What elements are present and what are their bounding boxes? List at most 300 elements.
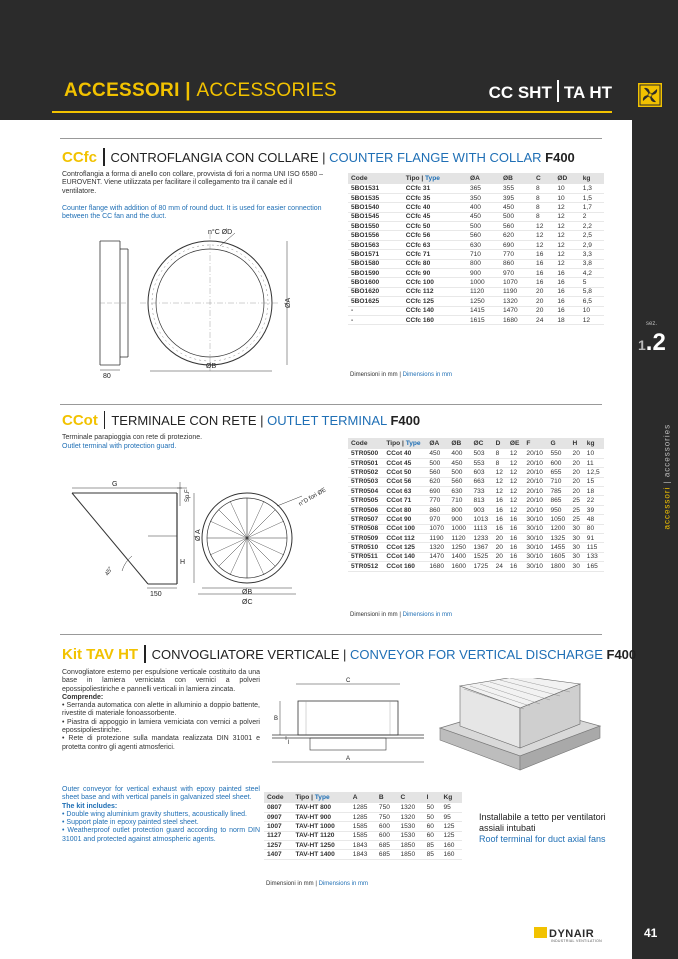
b-label: B bbox=[274, 716, 279, 722]
table-cell: 400 bbox=[467, 203, 500, 212]
table-cell: 1470 bbox=[426, 552, 448, 561]
section-label: sez. bbox=[646, 321, 658, 327]
table-cell: CCfc 140 bbox=[403, 306, 467, 315]
table-cell: 60 bbox=[424, 831, 441, 840]
table-row bbox=[348, 222, 604, 231]
section-heading-ccot: CCot TERMINALE CON RETE | OUTLET TERMINAL F400 bbox=[62, 412, 421, 429]
table-cell: 10 bbox=[584, 449, 604, 458]
description-it: Controflangia a forma di anello con collare, provvista di fori a norma UNI ISO 6580 – EUROVENT. Viene utilizzata per facilitare il collegamento tra il canale ed il ventilatore. bbox=[62, 171, 324, 195]
tav-table-body bbox=[264, 803, 462, 859]
table-cell: 865 bbox=[547, 496, 569, 505]
table-row bbox=[348, 534, 604, 543]
table-cell: 16 bbox=[507, 534, 524, 543]
table-cell: CCot 112 bbox=[383, 534, 426, 543]
ccfc-table-body bbox=[348, 184, 604, 325]
table-cell: CCot 160 bbox=[383, 562, 426, 571]
col-header: Kg bbox=[440, 792, 462, 803]
table-cell: 48 bbox=[584, 515, 604, 524]
table-cell: 1415 bbox=[467, 306, 500, 315]
table-cell: 16 bbox=[493, 515, 507, 524]
col-header: B bbox=[376, 792, 398, 803]
i-label: l bbox=[288, 740, 290, 746]
table-cell: 970 bbox=[500, 269, 533, 278]
table-cell: 5BO1550 bbox=[348, 222, 403, 231]
col-header: Tipo | Type bbox=[383, 438, 426, 449]
table-cell: 1680 bbox=[426, 562, 448, 571]
table-cell: 12 bbox=[580, 315, 604, 324]
table-cell: 20 bbox=[493, 534, 507, 543]
table-cell: 600 bbox=[376, 831, 398, 840]
conveyor-drawing bbox=[266, 674, 436, 774]
table-cell: 1013 bbox=[471, 515, 493, 524]
table-cell: 5BO1600 bbox=[348, 278, 403, 287]
table-cell: 1070 bbox=[426, 524, 448, 533]
table-cell: 710 bbox=[467, 250, 500, 259]
table-cell: 16 bbox=[554, 287, 579, 296]
table-row bbox=[348, 449, 604, 458]
table-cell: 1,7 bbox=[580, 203, 604, 212]
table-cell: 450 bbox=[448, 458, 470, 467]
table-cell: 91 bbox=[584, 534, 604, 543]
table-cell: 900 bbox=[448, 515, 470, 524]
dimensions-note: Dimensioni in mm | Dimensions in mm bbox=[350, 372, 452, 378]
table-cell: 125 bbox=[440, 822, 462, 831]
table-cell: 5BO1590 bbox=[348, 269, 403, 278]
table-cell: 5TR0504 bbox=[348, 487, 383, 496]
table-cell: 800 bbox=[467, 259, 500, 268]
table-cell: 5BO1563 bbox=[348, 240, 403, 249]
table-cell: 16 bbox=[493, 505, 507, 514]
header-bar bbox=[52, 72, 612, 112]
table-row bbox=[264, 822, 462, 831]
col-header: I bbox=[424, 792, 441, 803]
table-cell: 690 bbox=[426, 487, 448, 496]
table-cell: 85 bbox=[424, 850, 441, 859]
table-cell: 18 bbox=[584, 487, 604, 496]
table-cell: CCot 100 bbox=[383, 524, 426, 533]
table-cell: 685 bbox=[376, 841, 398, 850]
table-cell: 663 bbox=[471, 477, 493, 486]
table-cell: 12 bbox=[507, 505, 524, 514]
section-divider bbox=[60, 634, 602, 635]
table-cell: 18 bbox=[554, 315, 579, 324]
table-cell: 750 bbox=[376, 812, 398, 821]
table-cell: 1070 bbox=[500, 278, 533, 287]
table-cell: 12 bbox=[507, 468, 524, 477]
col-header: kg bbox=[584, 438, 604, 449]
table-cell: 30 bbox=[570, 552, 584, 561]
table-cell: 15 bbox=[584, 477, 604, 486]
table-cell: 1600 bbox=[448, 562, 470, 571]
table-cell: 50 bbox=[424, 803, 441, 812]
table-cell: CCfc 31 bbox=[403, 184, 467, 193]
table-cell: 630 bbox=[448, 487, 470, 496]
table-row bbox=[348, 184, 604, 193]
table-cell: TAV-HT 1120 bbox=[292, 831, 349, 840]
col-header: Code bbox=[264, 792, 292, 803]
table-cell: 12 bbox=[493, 468, 507, 477]
c-label: C bbox=[346, 678, 351, 684]
table-row bbox=[348, 193, 604, 202]
table-cell: 133 bbox=[584, 552, 604, 561]
table-row bbox=[264, 812, 462, 821]
table-row bbox=[348, 278, 604, 287]
table-cell: 16 bbox=[533, 250, 554, 259]
table-cell: 5TR0505 bbox=[348, 496, 383, 505]
table-cell: 620 bbox=[500, 231, 533, 240]
table-cell: 1725 bbox=[471, 562, 493, 571]
table-cell: 16 bbox=[507, 543, 524, 552]
table-cell: CCfc 160 bbox=[403, 315, 467, 324]
table-cell: 5BO1556 bbox=[348, 231, 403, 240]
table-cell: 10 bbox=[580, 306, 604, 315]
table-cell: 5BO1545 bbox=[348, 212, 403, 221]
series-label: CC SHT TA HT bbox=[489, 80, 612, 103]
table-cell: 1320 bbox=[500, 297, 533, 306]
table-cell: 20 bbox=[533, 306, 554, 315]
table-row bbox=[348, 458, 604, 467]
table-cell: 560 bbox=[426, 468, 448, 477]
table-cell: 20/10 bbox=[523, 477, 547, 486]
dia-b-label: ØB bbox=[242, 589, 253, 596]
table-cell: 12 bbox=[554, 240, 579, 249]
table-cell: 10 bbox=[554, 184, 579, 193]
table-cell: 12 bbox=[507, 449, 524, 458]
table-row bbox=[348, 203, 604, 212]
table-cell: 16 bbox=[554, 306, 579, 315]
table-cell: 450 bbox=[426, 449, 448, 458]
table-cell: 600 bbox=[547, 458, 569, 467]
table-cell: 16 bbox=[554, 278, 579, 287]
table-row bbox=[264, 841, 462, 850]
table-cell: 20/10 bbox=[523, 505, 547, 514]
col-header: kg bbox=[580, 173, 604, 184]
table-cell: 560 bbox=[467, 231, 500, 240]
dimensions-note: Dimensioni in mm | Dimensions in mm bbox=[266, 881, 368, 887]
table-cell: CCot 71 bbox=[383, 496, 426, 505]
table-cell: 0807 bbox=[264, 803, 292, 812]
spf-label: Sp.F bbox=[185, 489, 191, 502]
col-header: ØD bbox=[554, 173, 579, 184]
dia-b-label: ØB bbox=[206, 363, 217, 370]
table-row bbox=[348, 315, 604, 324]
col-header: A bbox=[350, 792, 376, 803]
table-cell: 900 bbox=[467, 269, 500, 278]
table-cell: 1843 bbox=[350, 841, 376, 850]
table-row bbox=[348, 240, 604, 249]
description-it: Convogliatore esterno per espulsione verticale costituito da una base in lamiera verniciata con vernici a polveri epossipoliestiriche e pannelli verticali in lamiera zincata. Comprende: • Serranda automatica con alette in alluminio a doppio battente, rivestite di materiale fonoassorbente. • Piastra di appoggio in lamiera verniciata con vernici a polveri epossipoliestiriche. • Rete di protezione sulla mandata realizzata DIN 31001 e protetta contro gli agenti atmosferici. bbox=[62, 669, 260, 752]
description-en: Outer conveyor for vertical exhaust with epoxy painted steel sheet base and with vertical panels in galvanized steel sheet. The kit includes: • Double wing aluminium gravity shutters, acoustically lined. • Support plate in epoxy painted steel sheet. • Weatherproof outlet protection guard according to norm DIN 31001 and protected against atmospheric agents. bbox=[62, 786, 260, 844]
g-label: G bbox=[112, 481, 118, 488]
table-cell: 12 bbox=[533, 231, 554, 240]
brand-logo: DYNAIR bbox=[534, 927, 594, 940]
table-cell: 6,5 bbox=[580, 297, 604, 306]
table-cell: CCot 45 bbox=[383, 458, 426, 467]
table-cell: 1325 bbox=[547, 534, 569, 543]
table-cell: 1250 bbox=[467, 297, 500, 306]
table-cell: 24 bbox=[493, 562, 507, 571]
table-cell: 5,8 bbox=[580, 287, 604, 296]
table-cell: 8 bbox=[493, 458, 507, 467]
table-cell: 950 bbox=[547, 505, 569, 514]
table-cell: 1200 bbox=[547, 524, 569, 533]
table-cell: 1470 bbox=[500, 306, 533, 315]
table-cell: 500 bbox=[467, 222, 500, 231]
table-cell: 1525 bbox=[471, 552, 493, 561]
holes-label: n°D fori ØE bbox=[298, 487, 328, 508]
col-header: Code bbox=[348, 173, 403, 184]
table-cell: 8 bbox=[533, 212, 554, 221]
table-cell: 1850 bbox=[397, 841, 423, 850]
table-cell: 1850 bbox=[397, 850, 423, 859]
table-cell: 1007 bbox=[264, 822, 292, 831]
table-cell: 350 bbox=[467, 193, 500, 202]
table-cell: 1407 bbox=[264, 850, 292, 859]
table-cell: 20/10 bbox=[523, 496, 547, 505]
table-cell: 1127 bbox=[264, 831, 292, 840]
table-cell: 5TR0501 bbox=[348, 458, 383, 467]
table-cell: 50 bbox=[424, 812, 441, 821]
table-cell: 1320 bbox=[397, 812, 423, 821]
table-cell: 10 bbox=[554, 193, 579, 202]
table-cell: 1320 bbox=[397, 803, 423, 812]
ccot-table bbox=[348, 438, 604, 572]
table-cell: 125 bbox=[440, 831, 462, 840]
table-cell: 3,8 bbox=[580, 259, 604, 268]
table-cell: 5 bbox=[580, 278, 604, 287]
table-row bbox=[348, 515, 604, 524]
table-cell: 2,9 bbox=[580, 240, 604, 249]
col-header: ØE bbox=[507, 438, 524, 449]
table-cell: 8 bbox=[533, 193, 554, 202]
table-cell: 690 bbox=[500, 240, 533, 249]
col-header: D bbox=[493, 438, 507, 449]
table-cell: 160 bbox=[440, 841, 462, 850]
table-cell: 12 bbox=[507, 458, 524, 467]
table-cell: 12 bbox=[554, 231, 579, 240]
ccot-table-body bbox=[348, 449, 604, 571]
table-cell: 5TR0500 bbox=[348, 449, 383, 458]
table-cell: 12 bbox=[507, 496, 524, 505]
table-cell: 355 bbox=[500, 184, 533, 193]
table-cell: 770 bbox=[500, 250, 533, 259]
table-cell: 5TR0510 bbox=[348, 543, 383, 552]
table-cell: 630 bbox=[467, 240, 500, 249]
table-row bbox=[264, 850, 462, 859]
table-cell: 813 bbox=[471, 496, 493, 505]
table-cell: 1250 bbox=[448, 543, 470, 552]
table-cell: 1257 bbox=[264, 841, 292, 850]
fan-logo-icon bbox=[638, 83, 662, 107]
table-cell: 450 bbox=[500, 203, 533, 212]
outlet-terminal-drawing bbox=[62, 476, 344, 606]
table-cell: 4,2 bbox=[580, 269, 604, 278]
table-cell: 16 bbox=[554, 269, 579, 278]
table-cell: 1680 bbox=[500, 315, 533, 324]
table-cell: 860 bbox=[426, 505, 448, 514]
section-number: 1.2 bbox=[638, 329, 666, 356]
table-cell: 1400 bbox=[448, 552, 470, 561]
table-cell: 24 bbox=[533, 315, 554, 324]
table-cell: CCfc 80 bbox=[403, 259, 467, 268]
table-cell: 1,3 bbox=[580, 184, 604, 193]
table-cell: 12 bbox=[507, 487, 524, 496]
conveyor-photo bbox=[436, 678, 604, 798]
table-cell: 20 bbox=[493, 543, 507, 552]
table-row bbox=[348, 468, 604, 477]
table-cell: CCot 63 bbox=[383, 487, 426, 496]
table-cell: 12,5 bbox=[584, 468, 604, 477]
table-cell: 1000 bbox=[448, 524, 470, 533]
table-cell: TAV-HT 900 bbox=[292, 812, 349, 821]
table-cell: CCfc 112 bbox=[403, 287, 467, 296]
table-cell: 16 bbox=[507, 552, 524, 561]
table-cell: 12 bbox=[533, 240, 554, 249]
col-header: ØA bbox=[426, 438, 448, 449]
table-cell: 710 bbox=[448, 496, 470, 505]
table-cell: 95 bbox=[440, 812, 462, 821]
table-cell: 30/10 bbox=[523, 524, 547, 533]
table-cell: TAV-HT 1400 bbox=[292, 850, 349, 859]
col-header: H bbox=[570, 438, 584, 449]
table-cell: 20 bbox=[533, 287, 554, 296]
table-cell: - bbox=[348, 315, 403, 324]
table-cell: 785 bbox=[547, 487, 569, 496]
table-cell: 1113 bbox=[471, 524, 493, 533]
table-cell: 12 bbox=[493, 477, 507, 486]
col-header: ØB bbox=[500, 173, 533, 184]
table-cell: CCot 140 bbox=[383, 552, 426, 561]
table-cell: 25 bbox=[570, 505, 584, 514]
table-cell: 8 bbox=[533, 203, 554, 212]
table-cell: 1843 bbox=[350, 850, 376, 859]
table-cell: 5BO1531 bbox=[348, 184, 403, 193]
table-cell: 5TR0512 bbox=[348, 562, 383, 571]
table-cell: 685 bbox=[376, 850, 398, 859]
section-heading-ccfc: CCfc CONTROFLANGIA CON COLLARE | COUNTER FLANGE WITH COLLAR F400 bbox=[62, 149, 575, 166]
table-cell: CCot 125 bbox=[383, 543, 426, 552]
dia-a-label: ØA bbox=[285, 297, 292, 308]
table-cell: CCfc 50 bbox=[403, 222, 467, 231]
table-cell: 2 bbox=[580, 212, 604, 221]
table-cell: TAV-HT 1250 bbox=[292, 841, 349, 850]
h-label: H bbox=[180, 559, 186, 566]
table-cell: 1530 bbox=[397, 831, 423, 840]
table-cell: 2,2 bbox=[580, 222, 604, 231]
table-cell: 1320 bbox=[426, 543, 448, 552]
table-row bbox=[348, 496, 604, 505]
brand-mark-icon bbox=[534, 927, 547, 938]
table-cell: 1800 bbox=[547, 562, 569, 571]
table-cell: 16 bbox=[507, 515, 524, 524]
table-cell: 20/10 bbox=[523, 487, 547, 496]
table-cell: 160 bbox=[440, 850, 462, 859]
table-cell: 20 bbox=[570, 458, 584, 467]
side-category: accessori | accessories bbox=[662, 423, 672, 530]
description-en: Counter flange with addition of 80 mm of round duct. It is used for easier connection between the CC fan and the duct. bbox=[62, 205, 322, 221]
table-cell: 16 bbox=[507, 562, 524, 571]
table-cell: CCot 80 bbox=[383, 505, 426, 514]
table-cell: 20 bbox=[570, 477, 584, 486]
table-cell: 1585 bbox=[350, 822, 376, 831]
table-cell: 1285 bbox=[350, 803, 376, 812]
description-it: Terminale parapioggia con rete di protezione. bbox=[62, 434, 203, 441]
table-cell: CCfc 45 bbox=[403, 212, 467, 221]
description-en: Outlet terminal with protection guard. bbox=[62, 443, 177, 450]
table-cell: 365 bbox=[467, 184, 500, 193]
table-cell: 500 bbox=[448, 468, 470, 477]
table-cell: CCfc 40 bbox=[403, 203, 467, 212]
table-row bbox=[348, 212, 604, 221]
table-cell: 12 bbox=[493, 487, 507, 496]
length-label: 150 bbox=[150, 591, 162, 598]
angle-label: 45° bbox=[104, 566, 115, 577]
table-cell: 500 bbox=[500, 212, 533, 221]
table-cell: CCfc 100 bbox=[403, 278, 467, 287]
table-cell: 710 bbox=[547, 477, 569, 486]
table-cell: 1530 bbox=[397, 822, 423, 831]
table-cell: 603 bbox=[471, 468, 493, 477]
table-cell: 85 bbox=[424, 841, 441, 850]
table-cell: CCfc 125 bbox=[403, 297, 467, 306]
table-cell: CCfc 90 bbox=[403, 269, 467, 278]
table-cell: 550 bbox=[547, 449, 569, 458]
table-cell: 12 bbox=[554, 250, 579, 259]
col-header: ØB bbox=[448, 438, 470, 449]
table-cell: 20/10 bbox=[523, 468, 547, 477]
table-cell: 450 bbox=[467, 212, 500, 221]
table-row bbox=[348, 543, 604, 552]
section-divider bbox=[60, 404, 602, 405]
table-row bbox=[348, 552, 604, 561]
table-cell: 733 bbox=[471, 487, 493, 496]
table-cell: 5TR0506 bbox=[348, 505, 383, 514]
table-cell: 30/10 bbox=[523, 562, 547, 571]
table-cell: 16 bbox=[493, 524, 507, 533]
table-cell: 750 bbox=[376, 803, 398, 812]
table-cell: 1190 bbox=[426, 534, 448, 543]
table-cell: 115 bbox=[584, 543, 604, 552]
col-header: C bbox=[397, 792, 423, 803]
table-cell: 30/10 bbox=[523, 543, 547, 552]
table-cell: 16 bbox=[554, 297, 579, 306]
table-cell: 1367 bbox=[471, 543, 493, 552]
table-cell: - bbox=[348, 306, 403, 315]
table-cell: 553 bbox=[471, 458, 493, 467]
table-cell: 8 bbox=[493, 449, 507, 458]
table-cell: 20/10 bbox=[523, 458, 547, 467]
col-header: ØA bbox=[467, 173, 500, 184]
table-cell: CCfc 56 bbox=[403, 231, 467, 240]
table-cell: 1120 bbox=[448, 534, 470, 543]
table-row bbox=[348, 259, 604, 268]
table-cell: 30 bbox=[570, 543, 584, 552]
table-cell: 60 bbox=[424, 822, 441, 831]
table-cell: 22 bbox=[584, 496, 604, 505]
table-cell: 620 bbox=[426, 477, 448, 486]
table-cell: 0907 bbox=[264, 812, 292, 821]
table-cell: 1050 bbox=[547, 515, 569, 524]
col-header: ØC bbox=[471, 438, 493, 449]
dia-c-label: ØC bbox=[242, 599, 253, 606]
brand-tagline: INDUSTRIAL VENTILATION bbox=[551, 939, 602, 943]
table-row bbox=[348, 250, 604, 259]
col-header: Code bbox=[348, 438, 383, 449]
table-cell: 1615 bbox=[467, 315, 500, 324]
table-cell: 12 bbox=[533, 222, 554, 231]
table-cell: 2,5 bbox=[580, 231, 604, 240]
table-cell: 1605 bbox=[547, 552, 569, 561]
